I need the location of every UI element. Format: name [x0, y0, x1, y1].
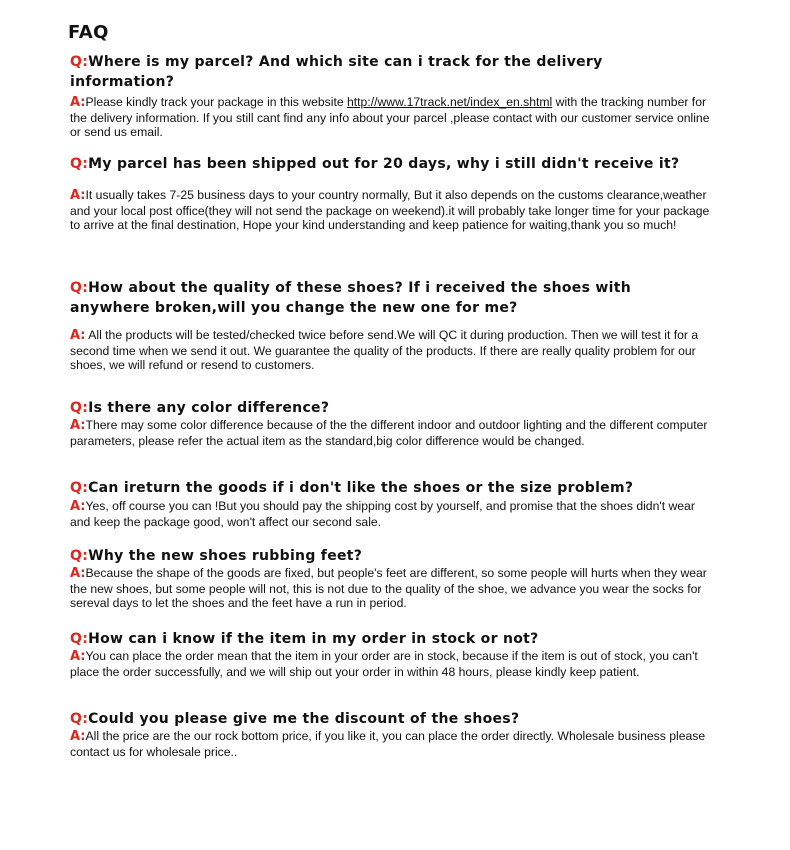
faq-question [70, 278, 710, 318]
answer-label: A: [70, 566, 86, 581]
question-text: My parcel has been shipped out for 20 days, why i still didn't receive it? [88, 156, 680, 172]
faq-question [70, 154, 710, 174]
faq-answer [70, 418, 710, 448]
question-label: Q: [70, 54, 89, 70]
faq-answer [70, 188, 710, 233]
answer-text: Because the shape of the goods are fixed, but people's feet are different, so some people will hurts when they wear the new shoes, but some people will not, this is not due to the quality of the shoe, we advance you wear the socks for sereval days to let the shoes and the feet have a run in period. [70, 566, 707, 610]
answer-text: You can place the order mean that the item in your order are in stock, because if the item is out of stock, you can't place the order successfully, and we will ship out your order in within 48 hours, please kindly keep patient. [70, 649, 698, 679]
faq-item [70, 52, 710, 140]
answer-label: A: [70, 499, 86, 514]
question-label: Q: [70, 480, 89, 496]
answer-label: A: [70, 188, 86, 203]
answer-text: All the products will be tested/checked twice before send.We will QC it during production. Then we will test it for a second time when we send it out. We guarantee the quality of the products. If there are really quality problem for our shoes, we will refund or resend to customers. [70, 328, 699, 372]
faq-item [70, 398, 710, 448]
question-label: Q: [70, 156, 89, 172]
answer-label: A: [70, 649, 86, 664]
question-label: Q: [70, 280, 89, 296]
faq-answer [70, 499, 710, 529]
answer-text-continued: with the tracking number for the delivery information. If you still cant find any info about your parcel ,please contact with our customer service online or send us email. [70, 95, 710, 139]
faq-item [70, 278, 710, 373]
question-text: Where is my parcel? And which site can i track for the delivery information? [70, 54, 603, 90]
faq-answer [70, 729, 710, 759]
faq-item [70, 154, 710, 233]
answer-text: It usually takes 7-25 business days to your country normally, But it also depends on the customs clearance,weather and your local post office(they will not send the package on weekend).it will probably take longer time for your package to arrive at the final destination, Hope your kind understanding and keep patience for waiting,thank you so much! [70, 188, 710, 232]
answer-label: A: [70, 729, 86, 744]
faq-question [70, 398, 710, 418]
question-label: Q: [70, 631, 89, 647]
answer-text: Please kindly track your package in this website [85, 95, 347, 109]
faq-question [70, 52, 710, 92]
question-label: Q: [70, 548, 89, 564]
question-label: Q: [70, 400, 89, 416]
question-text: How can i know if the item in my order in stock or not? [88, 631, 539, 647]
answer-text: There may some color difference because of the the different indoor and outdoor lighting and the different computer parameters, please refer the actual item as the standard,big color difference would be changed. [70, 418, 708, 448]
answer-text: All the price are the our rock bottom price, if you like it, you can place the order directly. Wholesale business please contact us for wholesale price.. [70, 729, 706, 759]
question-text: Why the new shoes rubbing feet? [88, 548, 363, 564]
faq-question [70, 478, 710, 498]
question-text: Could you please give me the discount of the shoes? [88, 711, 520, 727]
page-title: FAQ [68, 22, 109, 43]
answer-label: A: [70, 95, 86, 110]
faq-item [70, 478, 710, 529]
faq-item [70, 629, 710, 679]
faq-answer [70, 566, 710, 611]
faq-question [70, 709, 710, 729]
question-label: Q: [70, 711, 89, 727]
faq-answer [70, 328, 710, 373]
answer-text: Yes, off course you can !But you should pay the shipping cost by yourself, and promise that the shoes didn't wear and keep the package good, won't affect our second sale. [70, 499, 695, 529]
question-text: Can ireturn the goods if i don't like the shoes or the size problem? [88, 480, 634, 496]
faq-item [70, 546, 710, 611]
faq-question [70, 546, 710, 566]
question-text: How about the quality of these shoes? If i received the shoes with anywhere broken,will you change the new one for me? [70, 280, 632, 316]
tracking-link[interactable]: http://www.17track.net/index_en.shtml [347, 95, 553, 109]
faq-answer [70, 649, 710, 679]
answer-label: A: [70, 328, 86, 343]
faq-item [70, 709, 710, 759]
answer-label: A: [70, 418, 86, 433]
question-text: Is there any color difference? [88, 400, 330, 416]
faq-answer [70, 95, 710, 140]
faq-question [70, 629, 710, 649]
